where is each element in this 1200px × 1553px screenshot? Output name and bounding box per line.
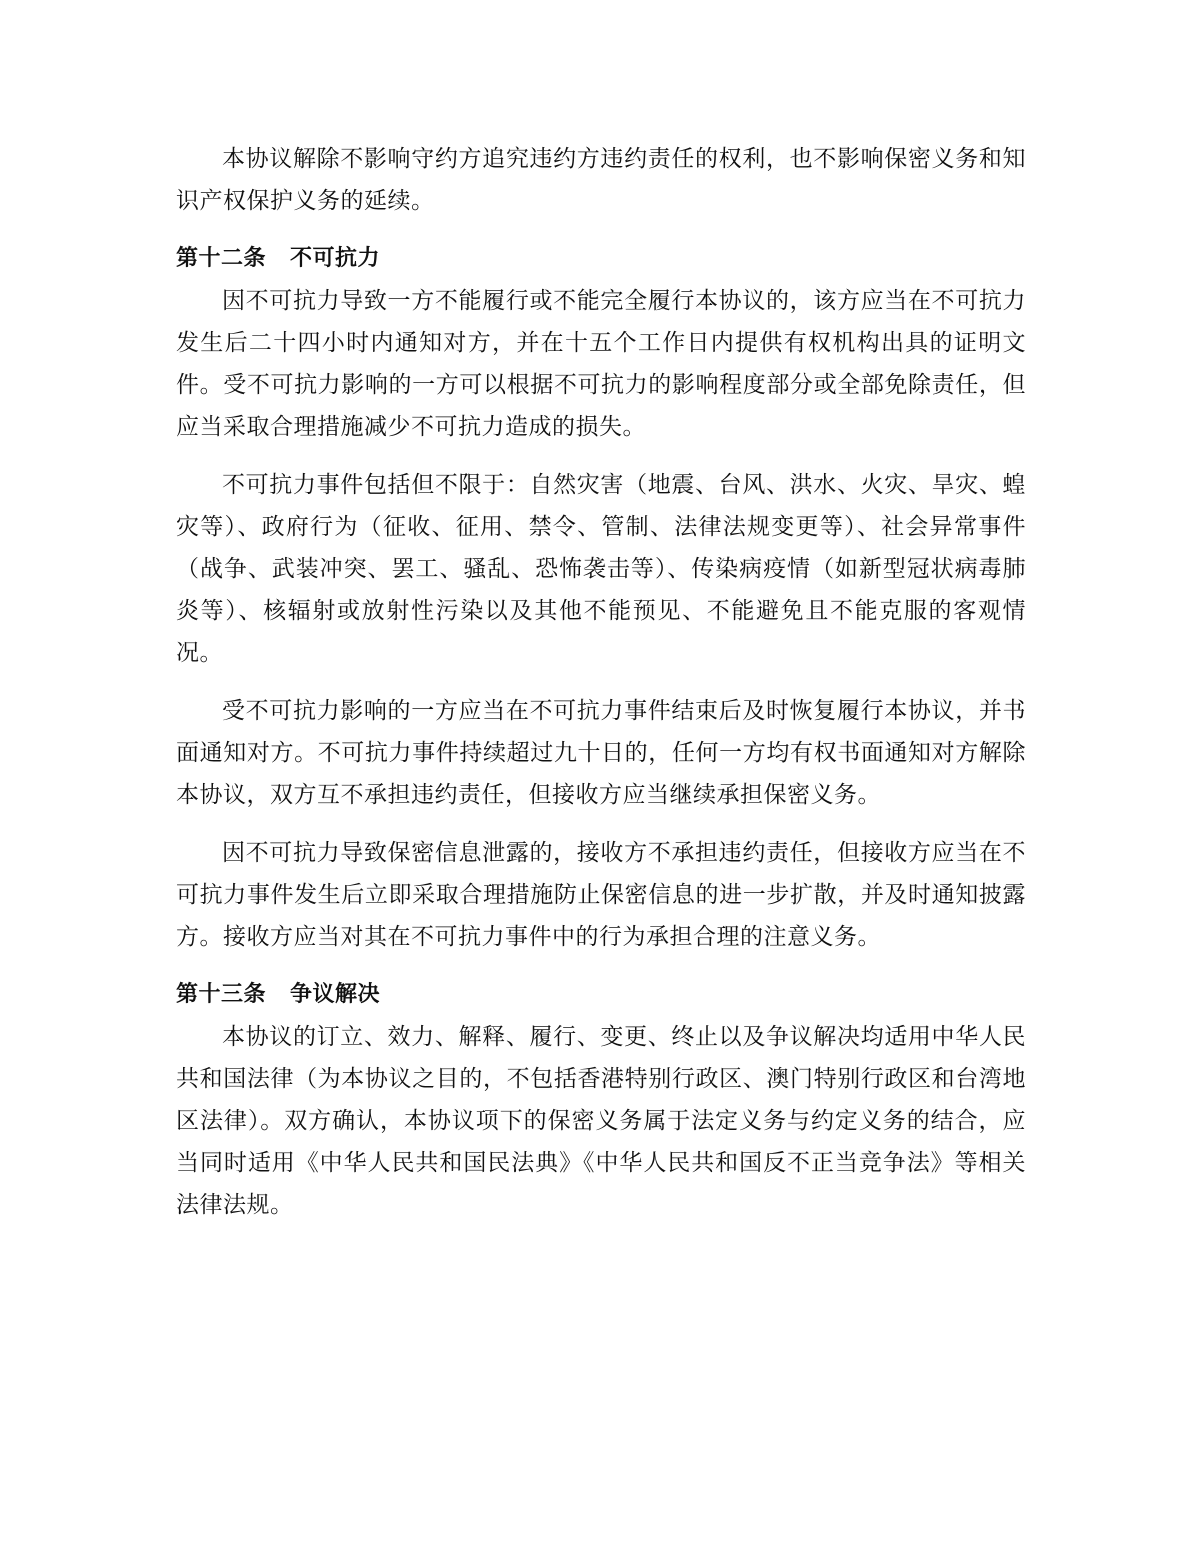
paragraph-force-majeure-notice: 因不可抗力导致一方不能履行或不能完全履行本协议的，该方应当在不可抗力发生后二十四小时内通知对方，并在十五个工作日内提供有权机构出具的证明文件。受不可抗力影响的一方可以根据不可抗力的影响程度部分或全部免除责任，但应当采取合理措施减少不可抗力造成的损失。 xyxy=(176,288,1026,440)
article-12-title: 不可抗力 xyxy=(290,246,381,271)
paragraph-force-majeure-events: 不可抗力事件包括但不限于：自然灾害（地震、台风、洪水、火灾、旱灾、蝗灾等）、政府行为（征收、征用、禁令、管制、法律法规变更等）、社会异常事件（战争、武装冲突、罢工、骚乱、恐怖袭击等）、传染病疫情（如新型冠状病毒肺炎等）、核辐射或放射性污染以及其他不能预见、不能避免且不能克服的客观情况。 xyxy=(176,472,1026,666)
paragraph-force-majeure-leak: 因不可抗力导致保密信息泄露的，接收方不承担违约责任，但接收方应当在不可抗力事件发生后立即采取合理措施防止保密信息的进一步扩散，并及时通知披露方。接收方应当对其在不可抗力事件中的行为承担合理的注意义务。 xyxy=(176,840,1026,950)
article-13-number: 第十三条 xyxy=(176,982,267,1007)
article-12-heading xyxy=(176,238,1026,280)
paragraph-force-majeure-resume: 受不可抗力影响的一方应当在不可抗力事件结束后及时恢复履行本协议，并书面通知对方。不可抗力事件持续超过九十日的，任何一方均有权书面通知对方解除本协议，双方互不承担违约责任，但接收方应当继续承担保密义务。 xyxy=(176,698,1026,808)
article-13-heading xyxy=(176,974,1026,1016)
document-page xyxy=(176,138,1026,1226)
paragraph-termination-effect: 本协议解除不影响守约方追究违约方违约责任的权利，也不影响保密义务和知识产权保护义务的延续。 xyxy=(176,146,1026,214)
article-13-title: 争议解决 xyxy=(290,982,381,1007)
article-12-number: 第十二条 xyxy=(176,246,267,271)
paragraph-governing-law: 本协议的订立、效力、解释、履行、变更、终止以及争议解决均适用中华人民共和国法律（为本协议之目的，不包括香港特别行政区、澳门特别行政区和台湾地区法律）。双方确认，本协议项下的保密义务属于法定义务与约定义务的结合，应当同时适用《中华人民共和国民法典》《中华人民共和国反不正当竞争法》等相关法律法规。 xyxy=(176,1024,1026,1218)
